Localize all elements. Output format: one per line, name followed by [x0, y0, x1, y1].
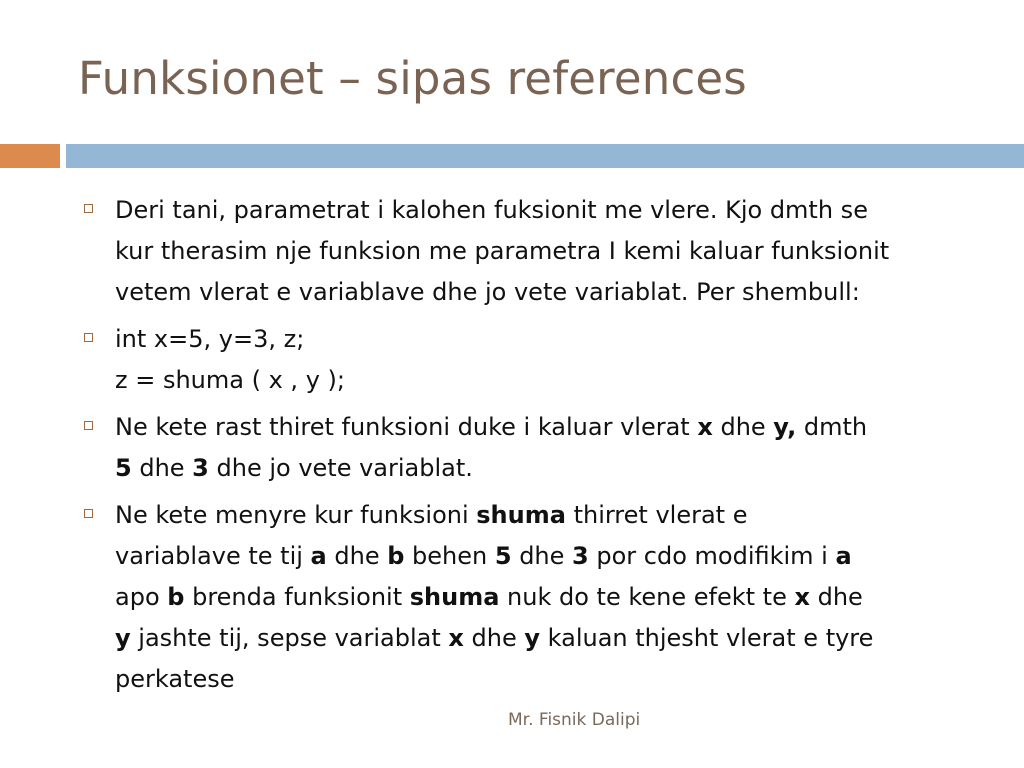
text-run: Deri tani, parametrat i kalohen fuksionit me vlere. Kjo dmth se	[115, 196, 868, 224]
bold-text: x	[794, 583, 810, 611]
bullet-line	[115, 272, 985, 313]
bold-text: y,	[773, 413, 797, 441]
bullet-line	[115, 360, 985, 401]
bullet-line	[115, 577, 985, 618]
text-run: perkatese	[115, 665, 235, 693]
text-run: behen	[404, 542, 495, 570]
bullet-square-icon	[84, 509, 93, 518]
text-run: dhe	[712, 413, 774, 441]
text-run: kur therasim nje funksion me parametra I kemi kaluar funksionit	[115, 237, 890, 265]
text-run: Ne kete menyre kur funksioni	[115, 501, 477, 529]
text-run: jashte tij, sepse variablat	[130, 624, 449, 652]
bold-text: y	[524, 624, 540, 652]
bold-text: 3	[192, 454, 209, 482]
bold-text: a	[310, 542, 327, 570]
text-run: dhe jo vete variablat.	[208, 454, 473, 482]
text-run: dhe	[326, 542, 388, 570]
bullet-line	[115, 407, 985, 448]
bullet-square-icon	[84, 333, 93, 342]
text-run: por cdo modifikim i	[588, 542, 836, 570]
bullet-item	[80, 190, 985, 313]
bullet-line	[115, 659, 985, 700]
footer-author: Mr. Fisnik Dalipi	[508, 710, 641, 730]
text-run: Ne kete rast thiret funksioni duke i kaluar vlerat	[115, 413, 698, 441]
bullet-item	[80, 495, 985, 700]
bullet-line	[115, 231, 985, 272]
accent-bar-blue	[66, 144, 1024, 168]
text-run: apo	[115, 583, 168, 611]
bullet-line	[115, 536, 985, 577]
bold-text: 5	[115, 454, 132, 482]
bold-text: y	[115, 624, 131, 652]
bold-text: 5	[494, 542, 512, 570]
slide-title: Funksionet – sipas references	[78, 52, 747, 105]
text-run: variablave te tij	[115, 542, 311, 570]
text-run: dmth	[796, 413, 868, 441]
bold-text: a	[835, 542, 852, 570]
bold-text: b	[167, 583, 185, 611]
bullet-line	[115, 495, 985, 536]
bold-text: b	[387, 542, 405, 570]
text-run: dhe	[809, 583, 863, 611]
text-run: vetem vlerat e variablave dhe jo vete variablat. Per shembull:	[115, 278, 860, 306]
bold-text: 3	[572, 542, 589, 570]
text-run: dhe	[131, 454, 193, 482]
bold-text: x	[697, 413, 713, 441]
text-run: thirret vlerat e	[565, 501, 748, 529]
bold-text: shuma	[476, 501, 566, 529]
text-run: z = shuma ( x , y );	[115, 366, 345, 394]
bullet-square-icon	[84, 421, 93, 430]
text-run: dhe	[511, 542, 573, 570]
bold-text: x	[448, 624, 464, 652]
bullet-square-icon	[84, 204, 93, 213]
text-run: int x=5, y=3, z;	[115, 325, 305, 353]
accent-bar-orange	[0, 144, 60, 168]
bold-text: shuma	[409, 583, 500, 611]
text-run: nuk do te kene efekt te	[499, 583, 795, 611]
bullet-line	[115, 190, 985, 231]
bullet-item	[80, 407, 985, 489]
bullet-list	[80, 190, 985, 706]
text-run: kaluan thjesht vlerat e tyre	[540, 624, 874, 652]
bullet-line	[115, 618, 985, 659]
bullet-line	[115, 448, 985, 489]
bullet-item	[80, 319, 985, 401]
bullet-line	[115, 319, 985, 360]
text-run: brenda funksionit	[184, 583, 410, 611]
text-run: dhe	[463, 624, 525, 652]
